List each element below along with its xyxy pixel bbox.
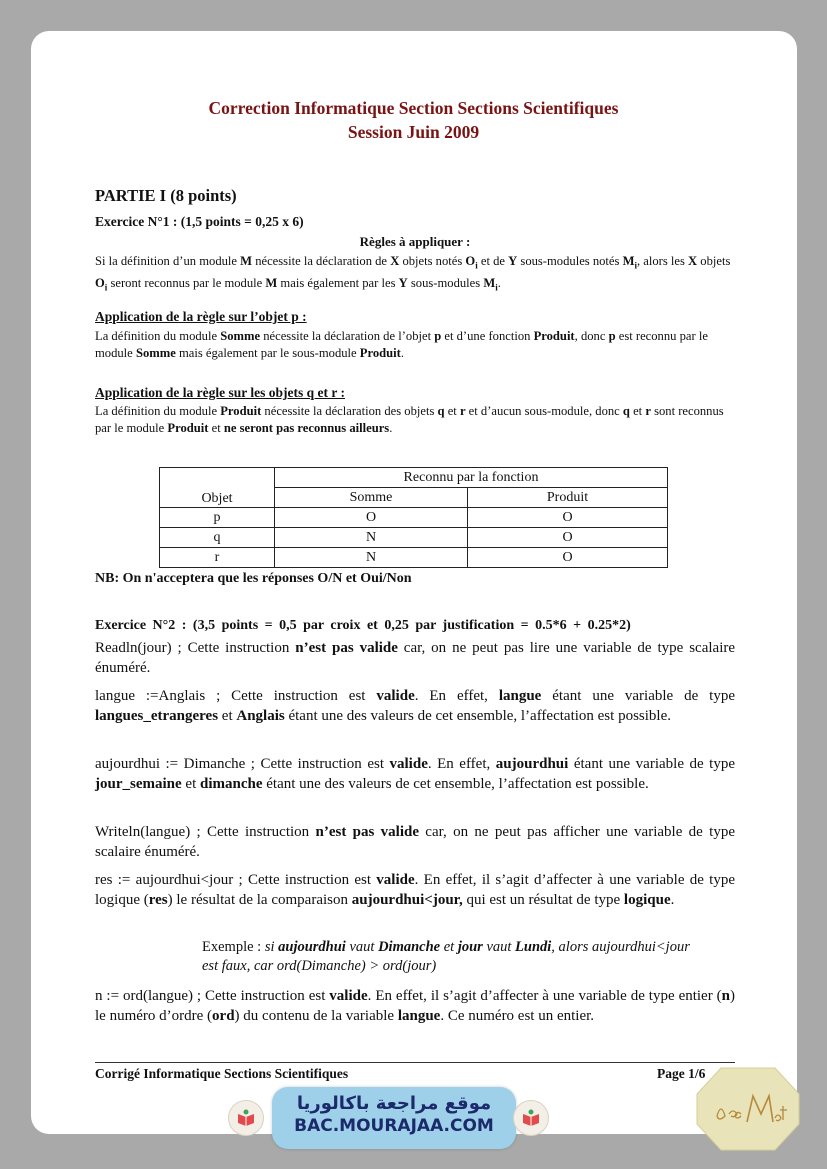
exercice2-heading: Exercice N°2 : (3,5 points = 0,5 par croix et 0,25 par justification = 0.5*6 + 0.25*2) [95,618,631,633]
site-banner[interactable] [272,1087,516,1149]
regles-title: Règles à appliquer : [359,234,471,249]
banner-site-link[interactable]: BAC.MOURAJAA.COM [294,1116,494,1136]
header-produit: Produit [468,488,668,508]
instruction-langue: langue :=Anglais ; Cette instruction est valide. En effet, langue étant une variable de type langues_etrangeres et Anglais étant une des valeurs de cet ensemble, l’affectation est possible. [95,688,735,724]
partie-heading: PARTIE I (8 points) [95,186,237,205]
cell-objet: r [160,548,275,568]
cell-produit: O [468,528,668,548]
instruction-aujourdhui: aujourdhui := Dimanche ; Cette instruction est valide. En effet, aujourdhui étant une variable de type jour_semaine et dimanche étant une des valeurs de cet ensemble, l’affectation est possible. [95,756,735,792]
book-logo-icon [513,1100,549,1136]
recognition-table [159,467,668,568]
cell-objet: q [160,528,275,548]
bacmath-logo-icon [695,1066,801,1152]
instruction-ord: n := ord(langue) ; Cette instruction est valide. En effet, il s’agit d’affecter à une variable de type entier (n) le numéro d’ordre (ord) du contenu de la variable langue. Ce numéro est un entier. [95,988,735,1024]
instruction-res: res := aujourdhui<jour ; Cette instruction est valide. En effet, il s’agit d’affecter à une variable de type logique (res) le résultat de la comparaison aujourdhui<jour, qui est un résultat de type logique. [95,872,736,908]
document-title: Correction Informatique Section Sections Scientifiques [208,98,619,118]
application1-heading: Application de la règle sur l’objet p : [95,309,307,324]
cell-produit: O [468,508,668,528]
table-row [160,548,668,568]
instruction-readln: Readln(jour) ; Cette instruction n’est pas valide car, on ne peut pas lire une variable de type scalaire énuméré. [95,640,736,676]
application1-paragraph: La définition du module Somme nécessite la déclaration de l’objet p et d’une fonction Produit, donc p est reconnu par le module Somme mais également par le sous-module Produit. [95,329,708,360]
cell-somme: O [275,508,468,528]
cell-produit: O [468,548,668,568]
book-logo-icon [228,1100,264,1136]
table-row [160,528,668,548]
cell-objet: p [160,508,275,528]
exercice1-heading: Exercice N°1 : (1,5 points = 0,25 x 6) [95,214,304,229]
cell-somme: N [275,548,468,568]
document-subtitle: Session Juin 2009 [347,122,480,142]
regle-paragraph: Si la définition d’un module M nécessite la déclaration de X objets notés $O_i$ et de Y sous-modules notés $M_i$, alors les X objets $O_i$ seront reconnus par le module M mais également par les Y sous-modules $M_i$. [95,254,731,293]
footer-title: Corrigé Informatique Sections Scientifiques [95,1066,349,1081]
page-number: Page 1/6 [657,1066,706,1081]
header-reconnu: Reconnu par la fonction [275,468,668,488]
instruction-writeln: Writeln(langue) ; Cette instruction n’est pas valide car, on ne peut pas afficher une variable de type scalaire énuméré. [95,824,735,860]
table-row [160,508,668,528]
footer-divider [95,1062,735,1063]
nb-note: NB: On n'acceptera que les réponses O/N et Oui/Non [95,571,412,586]
header-objet: Objet [160,468,275,508]
application2-paragraph: La définition du module Produit nécessite la déclaration des objets q et r et d’aucun sous-module, donc q et r sont reconnus par le module Produit et ne seront pas reconnus ailleurs. [95,404,724,435]
exemple-block: Exemple : si aujourdhui vaut Dimanche et jour vaut Lundi, alors aujourdhui<jour est faux, car ord(Dimanche) > ord(jour) [202,939,690,974]
banner-arabic-text: موقع مراجعة باكالوريا [296,1093,492,1114]
header-somme: Somme [275,488,468,508]
application2-heading: Application de la règle sur les objets q et r : [95,385,345,400]
cell-somme: N [275,528,468,548]
